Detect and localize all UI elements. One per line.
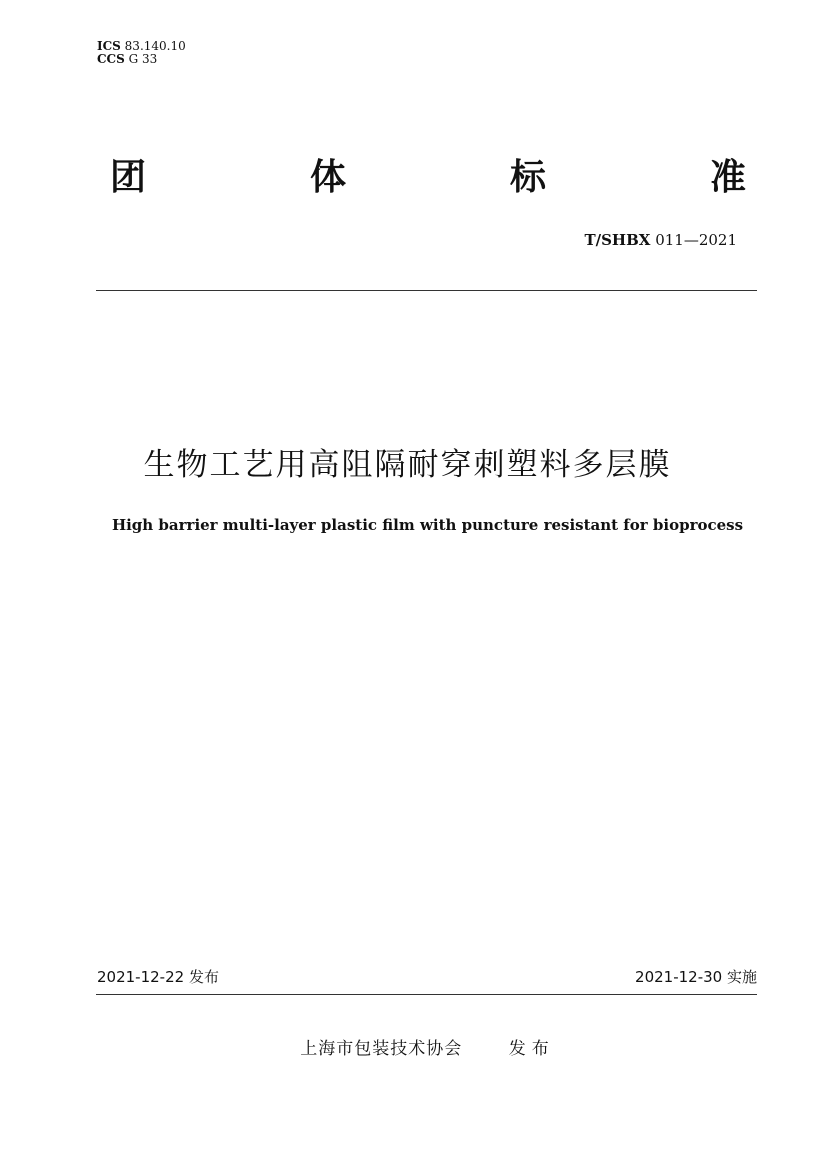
ics-label: ICS [97, 39, 121, 53]
standard-number [584, 231, 737, 249]
issuer-line [0, 1034, 815, 1059]
ccs-value: G 33 [128, 52, 158, 66]
title-english: High barrier multi-layer plastic film with puncture resistant for bioprocess [111, 516, 744, 534]
standard-prefix: T/SHBX [584, 231, 651, 249]
ccs-code [97, 53, 186, 66]
standard-code: 011—2021 [655, 231, 737, 249]
publish-date: 2021-12-22 发布 [97, 968, 219, 986]
top-divider [96, 290, 757, 291]
doc-type-char: 团 [110, 157, 147, 198]
doc-type-char: 准 [709, 157, 746, 198]
document-type-heading [110, 152, 746, 204]
title-chinese: 生物工艺用高阻隔耐穿刺塑料多层膜 [143, 447, 672, 483]
implement-date: 2021-12-30 实施 [635, 968, 757, 986]
bottom-divider [96, 994, 757, 995]
classification-codes [97, 40, 186, 66]
issuer-action: 发布 [508, 1039, 555, 1059]
ccs-label: CCS [97, 52, 125, 66]
doc-type-char: 体 [309, 157, 346, 198]
ics-value: 83.140.10 [124, 39, 186, 53]
issuer-name: 上海市包装技术协会 [300, 1039, 463, 1059]
doc-type-char: 标 [509, 157, 546, 198]
